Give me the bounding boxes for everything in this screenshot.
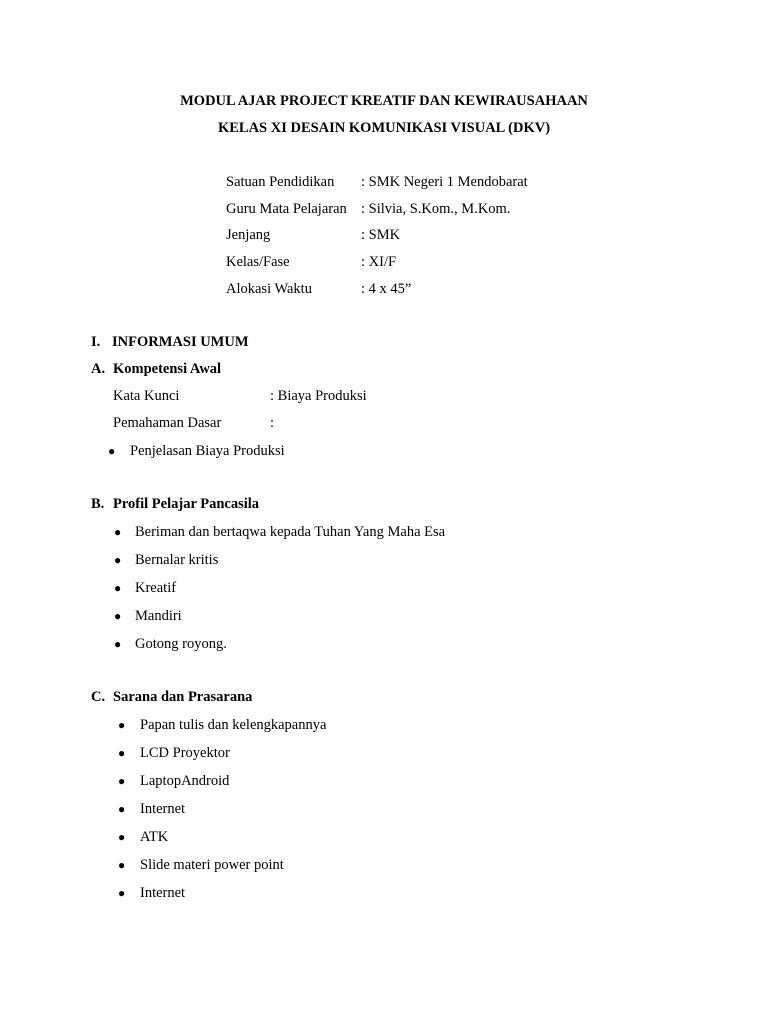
competency-label: Pemahaman Dasar	[113, 415, 222, 431]
identity-value: : 4 x 45”	[361, 281, 412, 297]
section-b-number: B.	[91, 496, 105, 512]
section-a-heading: Kompetensi Awal	[113, 361, 222, 377]
list-item: ATK	[140, 829, 169, 845]
document-title-line-1: MODUL AJAR PROJECT KREATIF DAN KEWIRAUSAHAAN	[180, 93, 588, 109]
identity-label: Guru Mata Pelajaran	[226, 201, 347, 217]
section-c-heading: Sarana dan Prasarana	[113, 689, 253, 705]
section-b-heading: Profil Pelajar Pancasila	[113, 496, 260, 512]
competency-value: :	[270, 415, 275, 431]
list-item: LaptopAndroid	[140, 773, 230, 789]
section-i-heading: INFORMASI UMUM	[112, 334, 249, 350]
bullet-icon: ●	[118, 774, 126, 788]
identity-label: Alokasi Waktu	[226, 281, 312, 297]
document-title-line-2: KELAS XI DESAIN KOMUNIKASI VISUAL (DKV)	[217, 120, 551, 136]
section-a-number: A.	[91, 361, 106, 377]
list-item: Bernalar kritis	[135, 552, 219, 568]
bullet-icon: ●	[118, 830, 126, 844]
bullet-icon: ●	[118, 718, 126, 732]
identity-label: Satuan Pendidikan	[226, 174, 335, 190]
bullet-icon: ●	[114, 581, 122, 595]
list-item: Kreatif	[135, 580, 177, 596]
identity-value: : XI/F	[361, 254, 397, 270]
bullet-icon: ●	[114, 637, 122, 651]
list-item: Mandiri	[135, 608, 182, 624]
list-item: Penjelasan Biaya Produksi	[130, 443, 285, 459]
list-item: Papan tulis dan kelengkapannya	[140, 717, 327, 733]
bullet-icon: ●	[118, 886, 126, 900]
competency-label: Kata Kunci	[113, 388, 180, 404]
section-c-number: C.	[91, 689, 106, 705]
identity-value: : SMK	[361, 227, 401, 243]
identity-label: Jenjang	[226, 227, 271, 243]
bullet-icon: ●	[118, 746, 126, 760]
list-item: Slide materi power point	[140, 857, 284, 873]
bullet-icon: ●	[118, 858, 126, 872]
competency-value: : Biaya Produksi	[270, 388, 367, 404]
identity-value: : SMK Negeri 1 Mendobarat	[361, 174, 528, 190]
bullet-icon: ●	[114, 525, 122, 539]
list-item: Internet	[140, 885, 186, 901]
identity-value: : Silvia, S.Kom., M.Kom.	[361, 201, 511, 217]
bullet-icon: ●	[114, 609, 122, 623]
bullet-icon: ●	[114, 553, 122, 567]
list-item: Internet	[140, 801, 186, 817]
bullet-icon: ●	[118, 802, 126, 816]
list-item: Gotong royong.	[135, 636, 227, 652]
list-item: Beriman dan bertaqwa kepada Tuhan Yang Maha Esa	[135, 524, 446, 540]
section-i-number: I.	[91, 334, 101, 350]
list-item: LCD Proyektor	[140, 745, 230, 761]
identity-label: Kelas/Fase	[226, 254, 290, 270]
bullet-icon: ●	[108, 444, 116, 458]
